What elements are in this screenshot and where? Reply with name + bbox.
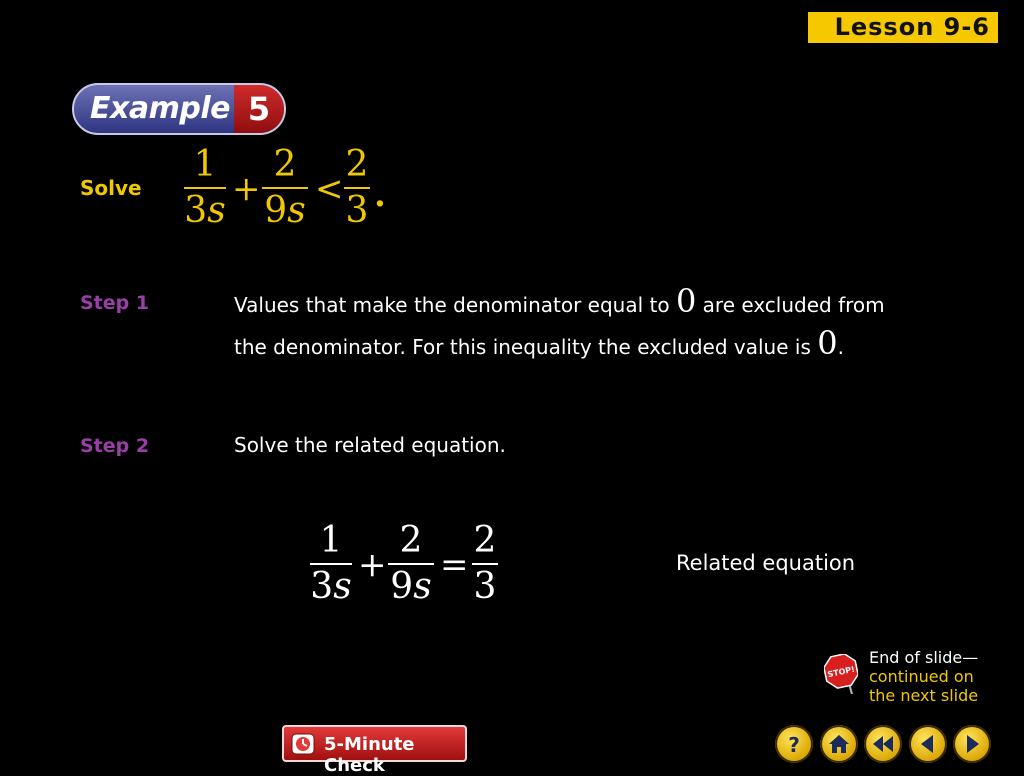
denominator: 3	[473, 566, 497, 607]
denominator: 9s	[264, 190, 306, 231]
zero-value: 0	[817, 324, 838, 362]
denominator: 3	[345, 190, 369, 231]
step-2-label: Step 2	[80, 435, 150, 457]
help-icon	[782, 732, 806, 756]
back-icon	[916, 732, 940, 756]
period: .	[374, 175, 386, 215]
fraction-bar	[388, 563, 434, 565]
end-of-slide-line-3: the next slide	[869, 686, 979, 705]
example-number: 5	[234, 85, 284, 133]
help-button[interactable]	[775, 725, 813, 763]
svg-text:STOP!: STOP!	[826, 664, 856, 680]
example-badge	[72, 83, 286, 135]
home-button[interactable]	[820, 725, 858, 763]
step-1-text	[234, 282, 934, 366]
back-button[interactable]	[909, 725, 947, 763]
fraction	[388, 522, 434, 606]
home-icon	[827, 732, 851, 756]
step-1-line-1: Values that make the denominator equal to 0 are excluded from	[234, 282, 885, 320]
forward-icon	[960, 732, 984, 756]
fraction	[262, 146, 308, 230]
solve-label: Solve	[80, 176, 142, 200]
inequality	[182, 146, 402, 238]
fraction-bar	[262, 187, 308, 189]
fraction-bar	[344, 187, 370, 189]
step-1-label: Step 1	[80, 292, 150, 314]
stop-sign-icon	[824, 654, 858, 688]
equals-sign: =	[440, 545, 469, 585]
fraction-bar	[310, 563, 352, 565]
end-of-slide-line-2: continued on	[869, 667, 974, 686]
zero-value: 0	[675, 282, 697, 320]
plus-sign: +	[232, 169, 261, 209]
numerator: 1	[319, 520, 343, 561]
numerator: 1	[193, 144, 217, 185]
five-minute-check-button[interactable]	[282, 725, 467, 776]
forward-button[interactable]	[953, 725, 991, 763]
denominator: 3s	[184, 190, 226, 231]
related-equation-note: Related equation	[676, 551, 856, 575]
lesson-badge: Lesson 9-6	[808, 12, 998, 43]
numerator: 2	[345, 144, 369, 185]
end-of-slide-notice	[869, 648, 978, 705]
example-label: Example	[90, 91, 230, 126]
step-2-text: Solve the related equation.	[234, 433, 506, 457]
fraction-bar	[184, 187, 226, 189]
rewind-button[interactable]	[864, 725, 902, 763]
clock-icon	[290, 731, 318, 757]
denominator: 3s	[310, 566, 352, 607]
numerator: 2	[273, 144, 297, 185]
fraction	[472, 522, 498, 606]
less-than-sign: <	[315, 169, 344, 209]
numerator: 2	[399, 520, 423, 561]
related-equation	[306, 522, 506, 614]
fraction	[344, 146, 370, 230]
step-1-line-2: the denominator. For this inequality the excluded value is 0.	[234, 324, 844, 362]
denominator: 9s	[390, 566, 432, 607]
end-of-slide-line-1: End of slide—	[869, 648, 979, 667]
numerator: 2	[473, 520, 497, 561]
fraction	[310, 522, 352, 606]
plus-sign: +	[358, 545, 387, 585]
rewind-icon	[871, 732, 895, 756]
five-minute-check-label: 5-Minute Check	[324, 734, 415, 776]
svg-text:?: ?	[788, 733, 800, 756]
fraction-bar	[472, 563, 498, 565]
fraction	[184, 146, 226, 230]
